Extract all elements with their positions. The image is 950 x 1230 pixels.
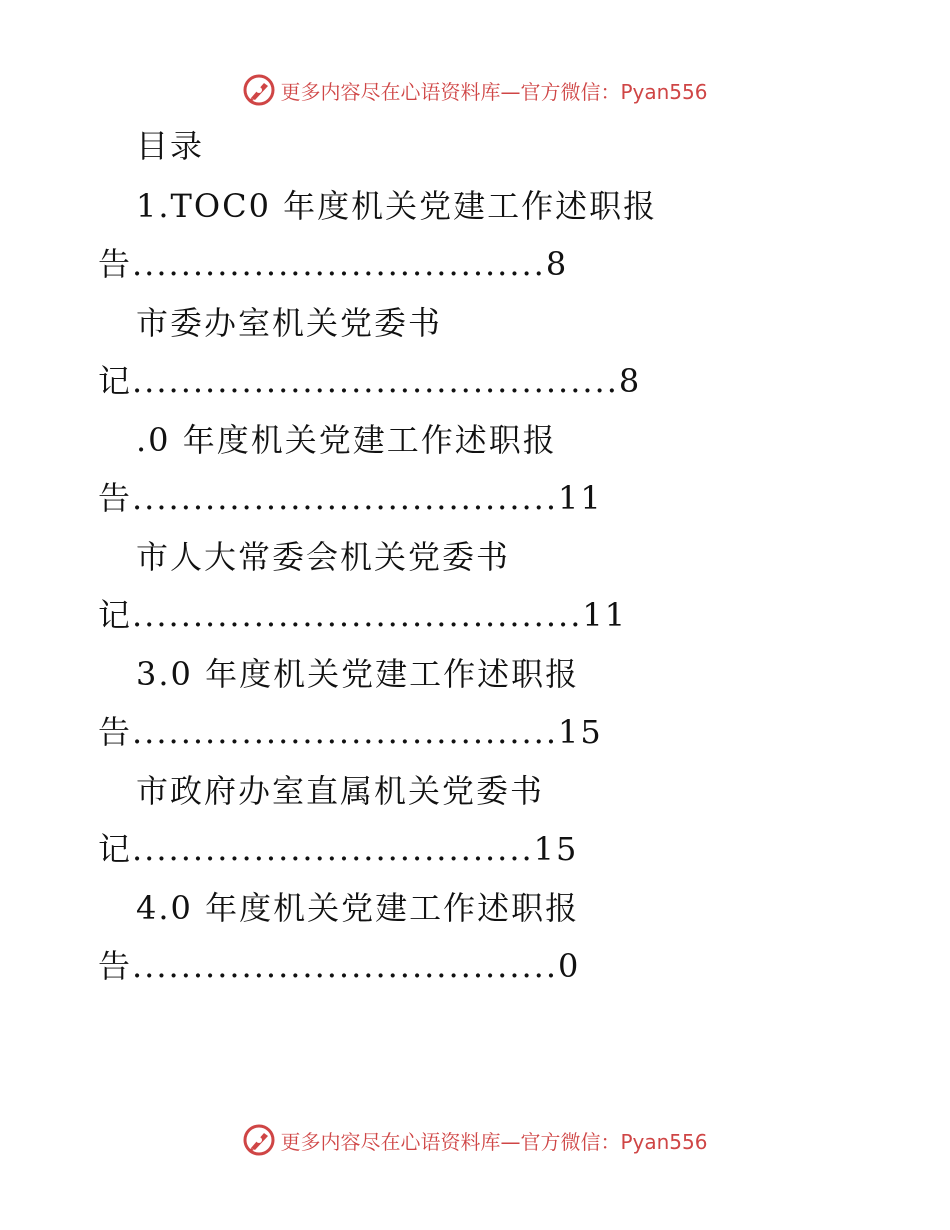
toc-entry-title[interactable]: .0 年度机关党建工作述职报 [136,421,557,459]
toc-entry-title[interactable]: 市政府办室直属机关党委书 [136,772,545,810]
watermark-text: 更多内容尽在心语资料库—官方微信：Pyan556 [280,79,708,104]
toc-entry-title[interactable]: 市委办室机关党委书 [136,304,443,342]
pen-logo-icon [242,1123,276,1157]
bottom-watermark-banner [0,1120,950,1160]
toc-entry-leader[interactable]: 告...................................0 [98,947,581,985]
toc-entry-title[interactable]: 1.TOC0 年度机关党建工作述职报 [136,187,658,225]
watermark-text: 更多内容尽在心语资料库—官方微信：Pyan556 [280,1129,708,1154]
toc-entry-leader[interactable]: 告...................................11 [98,479,603,517]
toc-entry-leader[interactable]: 记........................................8 [98,362,642,400]
toc-entry-title[interactable]: 市人大常委会机关党委书 [136,538,511,576]
toc-entry-leader[interactable]: 记.....................................11 [98,596,628,634]
toc-entry-leader[interactable]: 告..................................8 [98,245,569,283]
toc-entry-title[interactable]: 4.0 年度机关党建工作述职报 [136,889,580,927]
toc-entry-leader[interactable]: 记.................................15 [98,830,579,868]
toc-heading: 目录 [136,127,205,165]
toc-entry-title[interactable]: 3.0 年度机关党建工作述职报 [136,655,580,693]
toc-entry-leader[interactable]: 告...................................15 [98,713,603,751]
